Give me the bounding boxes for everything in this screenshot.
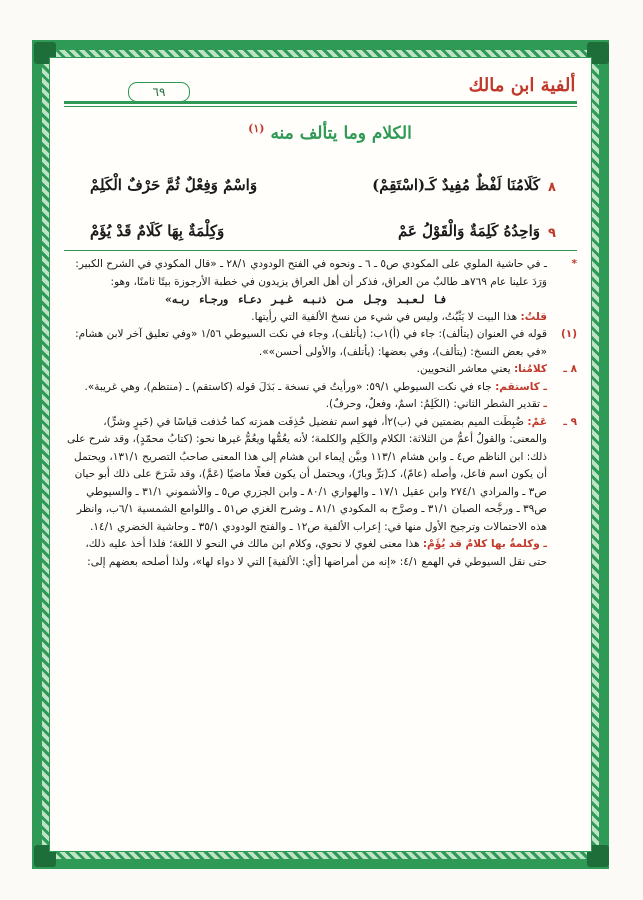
verse-number: ٩ <box>548 226 556 241</box>
footnote-text: هذا معنى لغوي لا نحوي، وكلام ابن مالك في النحو لا اللغة؛ فلذا أخذ عليه ذلك، حتى نقل السيوطي في الهمع ٤/١: «إنه من أمراضها [أي: الألفية] التي لا دواء لها»، ولذا أصلحه بعضهم إلى: <box>85 538 547 568</box>
footnote-lead: عَمْ: <box>527 415 547 428</box>
footnotes-divider <box>64 250 577 251</box>
footnote-poem-line <box>64 291 577 309</box>
footnote-marker: * <box>571 258 577 270</box>
footnotes <box>64 256 577 571</box>
footnote <box>64 326 577 361</box>
footnote <box>64 379 577 397</box>
footnote <box>64 414 577 537</box>
verse-second-hemistich: وَاسْمٌ وَفِعْلٌ ثُمَّ حَرْفٌ الْكَلِمْ <box>90 176 258 194</box>
footnote-text: هذا البيت لا يَثْبُتُ، وليس في شيء من نسخ الألفية التي رأيتها. <box>251 310 518 323</box>
footnote-lead: ـ <box>543 398 547 410</box>
footnote-marker: ٩ ـ <box>563 415 577 428</box>
footnote-text: جاء في نكت السيوطي ٥٩/١: «ورأيتُ في نسخة ـ بَدَلَ قوله (كاستقم) ـ (منتظم)، وهي غريبة». <box>84 380 492 393</box>
chapter-title <box>210 122 450 144</box>
footnote <box>64 361 577 379</box>
verse-first-hemistich: كَلَامُنَا لَفْظٌ مُفِيدٌ كَـ(اسْتَقِمْ) <box>372 176 540 194</box>
header-divider-thin <box>64 106 577 107</box>
footnote-marker: (١) <box>560 328 577 340</box>
footnote-lead: قلتُ: <box>520 310 547 323</box>
chapter-title-text: الكلام وما يتألف منه <box>270 123 412 144</box>
title-footnote-ref: (١) <box>248 122 265 135</box>
footnote <box>64 309 577 327</box>
footnote-text: يعني معاشر النحويين. <box>416 363 511 375</box>
footnote <box>64 256 577 291</box>
footnote <box>64 536 577 571</box>
footnote <box>64 396 577 414</box>
footnote-text: قوله في العنوان (يتألف): جاء في (أ)١ب: (يأتلف)، وجاء في نكت السيوطي ١/٥٦ «وفي تعليق آخر لابن هشام: «في بعض النسخ: (يتألف)، وفي بعضها: (يأتلف)، والأولى أحسن»». <box>75 328 547 358</box>
verse-second-hemistich: وَكِلْمَةٌ بِهَا كَلَامٌ قَدْ يُؤَمْ <box>90 222 225 240</box>
header-divider <box>64 101 577 104</box>
footnote-marker: ٨ ـ <box>563 363 577 375</box>
footnote-text: ضُبِطَت الميم بضمتين في (ب)٢أ، فهو اسم تفضيل حُذِفَت همزته كما حُذفت قياسًا في (خَيرٍ وشرٍّ)، والمعنى: والقولُ أعمُّ من الثلاثة: الكلام والكَلِم والكلمة؛ لأنه يعُمُّها ويعُمُّ غيرها نحو: (كتابُ محمّدٍ)، وقد شرح على ذلك: ابن الناظم ص٤ ـ وابن هشام ١١٣/١ وبيَّن إيماء ابن هشام إلى هذا المعنى صاحبُ التصريح ١٣١/١، ويحتمل أن يكون اسم فاعل، وأصله (عامّ)، كـ(بَرٍّ وبارّ)، ويحتمل أن يكون فعلًا ماضيًا (عَمَّ)، وقد شَرَحَ على ذلك أبو حيان ص٣ ـ والمرادي ٢٧٤/١ وابن عقيل ١٧/١ ـ والهواري ٨٠/١ ـ وابن الجزري ص٥ ـ والأشموني ٣١/١ ـ والسيوطي ص٣٩ ـ ورجَّحه الصبان ٣١/١ ـ وصرَّح به المكودي ٨١/١ ـ وشرح الغزي ص٥١ ـ واللوامع الشمسية ٦/١ب، وانظر هذه الاحتمالات وترجيح الأول منها في: إعراب الألفية ص١٢ ـ والفتح الودودي ٣٥/١ ـ وحاشية الخضري ١٤/١. <box>67 415 547 533</box>
book-logo: ألفية ابن مالك <box>468 75 576 96</box>
footnote-text: تقدير الشطر الثاني: (الكَلِمُ: اسمٌ، وفعلٌ، وحرفٌ). <box>325 398 541 410</box>
footnote-lead: ـ كاستقم: <box>495 380 547 393</box>
footnote-lead: كلامُنا: <box>513 363 547 375</box>
footnote-lead: ـ وكلمةٌ بها كلامٌ قد يُؤَمْ: <box>422 538 547 550</box>
page-number: ٦٩ <box>128 82 190 102</box>
footnote-text: فـا لـعـبـد وجـل مـن ذنـبـه غـيـر دعـاء ورجـاء ربـه» <box>165 293 446 306</box>
verse-number: ٨ <box>548 180 556 195</box>
footnote-text: ـ في حاشية الملوي على المكودي ص٥ ـ ٦ ـ ونحوه في الفتح الودودي ٢٨/١ ـ «قال المكودي في الشرح الكبير: وَرَدَ علينا عام ٧٦٩هـ طالبٌ من العراق، فذكر أن أهل العراق يزيدون في خطبة الأرجوزة بيتًا ثامنًا، وهو: <box>75 258 547 288</box>
verse-first-hemistich: وَاحِدُهُ كَلِمَةٌ وَالْقَوْلُ عَمْ <box>397 222 540 240</box>
